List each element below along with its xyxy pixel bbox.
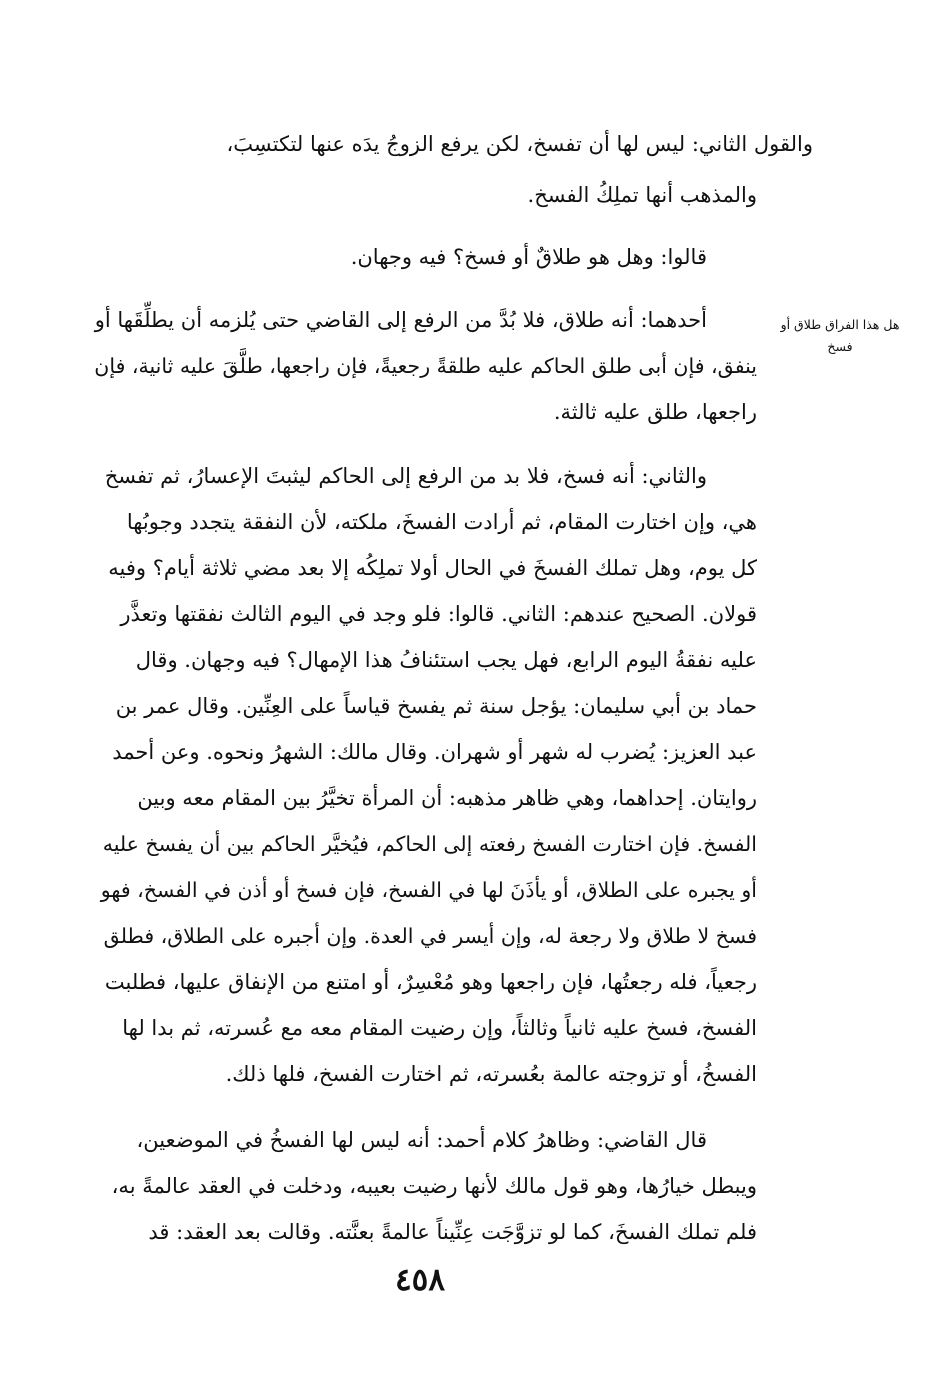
text-line: الفسخ، فسخ عليه ثانياً وثالثاً، وإن رضيت المقام معه مع عُسرته، ثم بدا لها (122, 1016, 757, 1040)
text-line: هي، وإن اختارت المقام، ثم أرادت الفسخَ، ملكته، لأن النفقة يتجدد وجوبُها (126, 510, 757, 534)
text-line: حماد بن أبي سليمان: يؤجل سنة ثم يفسخ قياساً على العِنِّين. وقال عمر بن (115, 694, 757, 718)
text-line: عليه نفقةُ اليوم الرابع، فهل يجب استئنافُ هذا الإمهال؟ فيه وجهان. وقال (135, 648, 757, 672)
text-line: فلم تملك الفسخَ، كما لو تزوَّجَت عِنِّيناً عالمةً بعنَّته. وقالت بعد العقد: قد (148, 1220, 757, 1244)
text-line: أو يجبره على الطلاق، أو يأذَنَ لها في الفسخ، فإن فسخ أو أذن في الفسخ، فهو (100, 878, 757, 902)
text-line: الفسخُ، أو تزوجته عالمة بعُسرته، ثم اختارت الفسخ، فلها ذلك. (225, 1062, 757, 1086)
text-line: والمذهب أنها تملِكُ الفسخ. (527, 183, 757, 207)
text-line: راجعها، طلق عليه ثالثة. (553, 400, 757, 424)
text-line: والثاني: أنه فسخ، فلا بد من الرفع إلى الحاكم ليثبتَ الإعسارُ، ثم تفسخ (104, 464, 707, 488)
text-line: الفسخ. فإن اختارت الفسخ رفعته إلى الحاكم، فيُخيَّر الحاكم بين أن يفسخ عليه (102, 832, 757, 856)
text-line: ويبطل خيارُها، وهو قول مالك لأنها رضيت بعيبه، ودخلت في العقد عالمةً به، (111, 1174, 757, 1198)
text-line: ينفق، فإن أبى طلق الحاكم عليه طلقةً رجعيةً، فإن راجعها، طلَّقَ عليه ثانية، فإن (94, 354, 757, 378)
text-line: رجعياً، فله رجعتُها، فإن راجعها وهو مُعْسِرٌ، أو امتنع من الإنفاق عليها، فطلبت (104, 970, 757, 994)
page-number: ٤٥٨ (395, 1262, 445, 1298)
text-line: كل يوم، وهل تملك الفسخَ في الحال أولا تملِكُه إلا بعد مضي ثلاثة أيام؟ وفيه (108, 556, 757, 580)
text-line: روايتان. إحداهما، وهي ظاهر مذهبه: أن المرأة تخيَّرُ بين المقام معه وبين (137, 786, 757, 810)
text-line: قولان. الصحيح عندهم: الثاني. قالوا: فلو وجد في اليوم الثالث نفقتها وتعذَّر (120, 602, 757, 626)
text-line: والقول الثاني: ليس لها أن تفسخ، لكن يرفع الزوجُ يدَه عنها لتكتسِبَ، (226, 132, 813, 156)
text-line: عبد العزيز: يُضرب له شهر أو شهران. وقال مالك: الشهرُ ونحوه. وعن أحمد (112, 740, 757, 764)
text-line: قال القاضي: وظاهرُ كلام أحمد: أنه ليس لها الفسخُ في الموضعين، (136, 1128, 707, 1152)
margin-note: هل هذا الفراق طلاق أو فسخ (780, 317, 900, 354)
text-line: قالوا: وهل هو طلاقٌ أو فسخ؟ فيه وجهان. (350, 245, 707, 269)
text-line: فسخ لا طلاق ولا رجعة له، وإن أيسر في العدة. وإن أجبره على الطلاق، فطلق (103, 924, 757, 948)
text-line: أحدهما: أنه طلاق، فلا بُدَّ من الرفع إلى القاضي حتى يُلزمه أن يطلِّقَها أو (94, 308, 707, 332)
